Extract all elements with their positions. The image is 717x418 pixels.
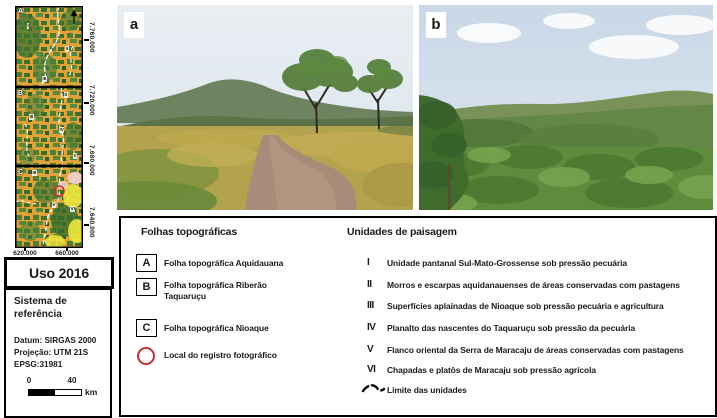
map-unit-label: III (29, 114, 34, 119)
x-tick-label: 620.000 (13, 250, 37, 257)
landuse-map-graphic (15, 6, 83, 248)
scale-unit-label: km (85, 387, 98, 397)
map-unit-label: V (52, 202, 56, 207)
dashed-curve-icon (361, 382, 385, 394)
y-tick-label: 7.640.000 (88, 207, 95, 238)
reference-system-box (4, 288, 112, 418)
landuse-map (15, 6, 83, 248)
photo-b-image (419, 5, 713, 210)
reference-epsg: EPSG:31981 (14, 360, 63, 369)
unit-numeral-6: VI (367, 364, 376, 375)
scale-start-label: 0 (26, 376, 32, 385)
reference-projection: Projeção: UTM 21S (14, 348, 89, 357)
y-tick-label: 7.760.000 (88, 22, 95, 53)
sheet-symbol-b: B (136, 278, 157, 296)
sheet-label-a: Folha topográfica Aquidauana (164, 258, 284, 268)
unit-numeral-3: III (367, 300, 374, 311)
sheet-symbol-a: A (136, 254, 157, 272)
photo-a-label: a (124, 12, 144, 38)
legend-units-title: Unidades de paisagem (347, 226, 457, 238)
unit-numeral-1: I (367, 257, 370, 268)
red-circle-icon (137, 347, 155, 365)
x-tick-label: 660.000 (55, 250, 79, 257)
y-tick-label: 7.680.000 (88, 145, 95, 176)
map-panel-letter: C (18, 169, 24, 176)
legend-box (119, 216, 717, 417)
photo-b-label: b (426, 12, 446, 38)
unit-label-4: Planalto das nascentes do Taquaruçu sob pressão da pecuária (387, 323, 636, 333)
sheet-label-photo-location: Local do registro fotográfico (164, 350, 277, 360)
map-title-box: Uso 2016 (4, 257, 114, 289)
unit-label-5: Flanco oriental da Serra de Maracaju de áreas conservadas com pastagens (387, 345, 684, 355)
unit-numeral-2: II (367, 279, 372, 290)
map-unit-label: VI (70, 206, 75, 211)
y-tick-label: 7.720.000 (88, 85, 95, 116)
map-unit-label: II (65, 46, 69, 51)
photo-a (117, 5, 413, 210)
map-unit-label: V (73, 153, 77, 158)
legend-sheets-title: Folhas topográficas (141, 226, 237, 238)
map-unit-label: II (64, 92, 68, 97)
reference-datum: Datum: SIRGAS 2000 (14, 336, 97, 345)
unit-numeral-5: V (367, 344, 374, 355)
sheet-label-c: Folha topográfica Nioaque (164, 323, 269, 333)
photo-b (419, 5, 713, 210)
sheet-symbol-c: C (136, 319, 157, 337)
unit-label-3: Superfícies aplainadas de Nioaque sob pressão pecuária e agricultura (387, 301, 664, 311)
map-unit-label: III (32, 170, 37, 175)
unit-numeral-4: IV (367, 322, 376, 333)
photo-a-image (117, 5, 413, 210)
scale-end-label: 40 (67, 376, 77, 385)
map-unit-label: I (27, 23, 29, 28)
map-unit-label: III (42, 76, 47, 81)
map-panel-letter: A (18, 8, 24, 15)
unit-label-6: Chapadas e platôs de Maracaju sob pressão agrícola (387, 365, 596, 375)
map-panel-letter: B (18, 90, 24, 97)
unit-label-2: Morros e escarpas aquidanauenses de áreas conservadas com pastagens (387, 280, 680, 290)
reference-title: Sistema de referência (14, 296, 67, 320)
map-unit-label: IV (59, 127, 64, 132)
unit-label-1: Unidade pantanal Sul-Mato-Grossense sob pressão pecuária (387, 258, 628, 268)
scale-bar (28, 389, 82, 396)
unit-label-limite: Limite das unidades (387, 385, 467, 395)
sheet-label-b: Folha topográfica Riberão Taquaruçu (164, 280, 267, 302)
